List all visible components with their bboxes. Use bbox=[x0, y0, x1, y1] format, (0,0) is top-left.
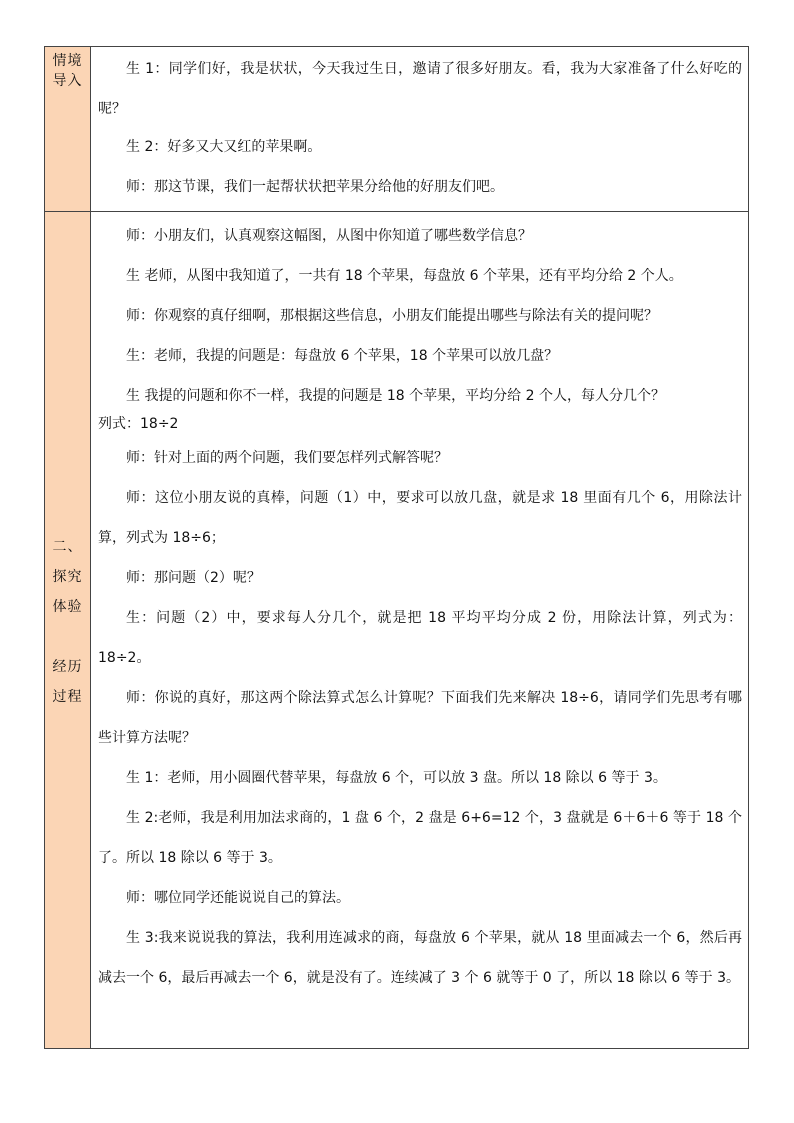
paragraph: 生：问题（2）中，要求每人分几个，就是把 18 平均平均分成 2 份，用除法计算，列式为：18÷2。 bbox=[98, 610, 742, 666]
paragraph: 生 3:我来说说我的算法，我利用连减求的商，每盘放 6 个苹果，就从 18 里面减去一个 6，然后再减去一个 6，最后再减去一个 6，就是没有了。连续减了 3 个 6 就等于 0 了，所以 18 除以 6 等于 3。 bbox=[98, 930, 742, 986]
table-row-explore bbox=[45, 212, 749, 1049]
label-line: 情境 导入 bbox=[52, 53, 83, 89]
lesson-plan-table bbox=[44, 46, 749, 1049]
paragraph: 师：那这节课，我们一起帮状状把苹果分给他的好朋友们吧。 bbox=[126, 179, 504, 195]
label-line: 过程 bbox=[52, 689, 83, 705]
section-label-cell bbox=[45, 212, 91, 1049]
section-content-explore bbox=[91, 212, 749, 1049]
paragraph: 师：这位小朋友说的真棒，问题（1）中，要求可以放几盘，就是求 18 里面有几个 6，用除法计算，列式为 18÷6； bbox=[98, 490, 742, 546]
section-label-intro bbox=[45, 51, 90, 91]
paragraph: 生 老师，从图中我知道了，一共有 18 个苹果，每盘放 6 个苹果，还有平均分给 2 个人。 bbox=[126, 268, 683, 284]
label-line: 体验 bbox=[52, 599, 83, 615]
table-row-intro bbox=[45, 47, 749, 212]
paragraph: 师：那问题（2）呢？ bbox=[126, 570, 261, 586]
label-line bbox=[45, 622, 90, 652]
paragraph: 生 我提的问题和你不一样，我提的问题是 18 个苹果，平均分给 2 个人，每人分几个？ bbox=[126, 388, 665, 404]
paragraph: 师：小朋友们，认真观察这幅图，从图中你知道了哪些数学信息？ bbox=[126, 228, 532, 244]
paragraph: 列式：18÷2 bbox=[98, 416, 179, 432]
label-line: 二、 bbox=[52, 539, 83, 555]
section-content-intro bbox=[91, 47, 749, 212]
label-line: 探究 bbox=[52, 569, 83, 585]
paragraph: 生 1：老师，用小圆圈代替苹果，每盘放 6 个，可以放 3 盘。所以 18 除以 6 等于 3。 bbox=[126, 770, 667, 786]
paragraph: 师：哪位同学还能说说自己的算法。 bbox=[126, 890, 350, 906]
paragraph: 生：老师，我提的问题是：每盘放 6 个苹果，18 个苹果可以放几盘？ bbox=[126, 348, 559, 364]
label-line: 经历 bbox=[52, 659, 83, 675]
paragraph: 师：你观察的真仔细啊，那根据这些信息，小朋友们能提出哪些与除法有关的提问呢？ bbox=[126, 308, 658, 324]
section-label-cell bbox=[45, 47, 91, 212]
paragraph: 师：你说的真好，那这两个除法算式怎么计算呢？下面我们先来解决 18÷6，请同学们先思考有哪些计算方法呢？ bbox=[98, 690, 742, 746]
paragraph: 生 1：同学们好，我是状状，今天我过生日，邀请了很多好朋友。看，我为大家准备了什么好吃的呢？ bbox=[98, 61, 742, 117]
section-label-explore bbox=[45, 532, 90, 712]
paragraph: 师：针对上面的两个问题，我们要怎样列式解答呢？ bbox=[126, 450, 448, 466]
paragraph: 生 2：好多又大又红的苹果啊。 bbox=[126, 139, 322, 155]
paragraph: 生 2:老师，我是利用加法求商的，1 盘 6 个，2 盘是 6+6=12 个，3 盘就是 6＋6＋6 等于 18 个了。所以 18 除以 6 等于 3。 bbox=[98, 810, 742, 866]
